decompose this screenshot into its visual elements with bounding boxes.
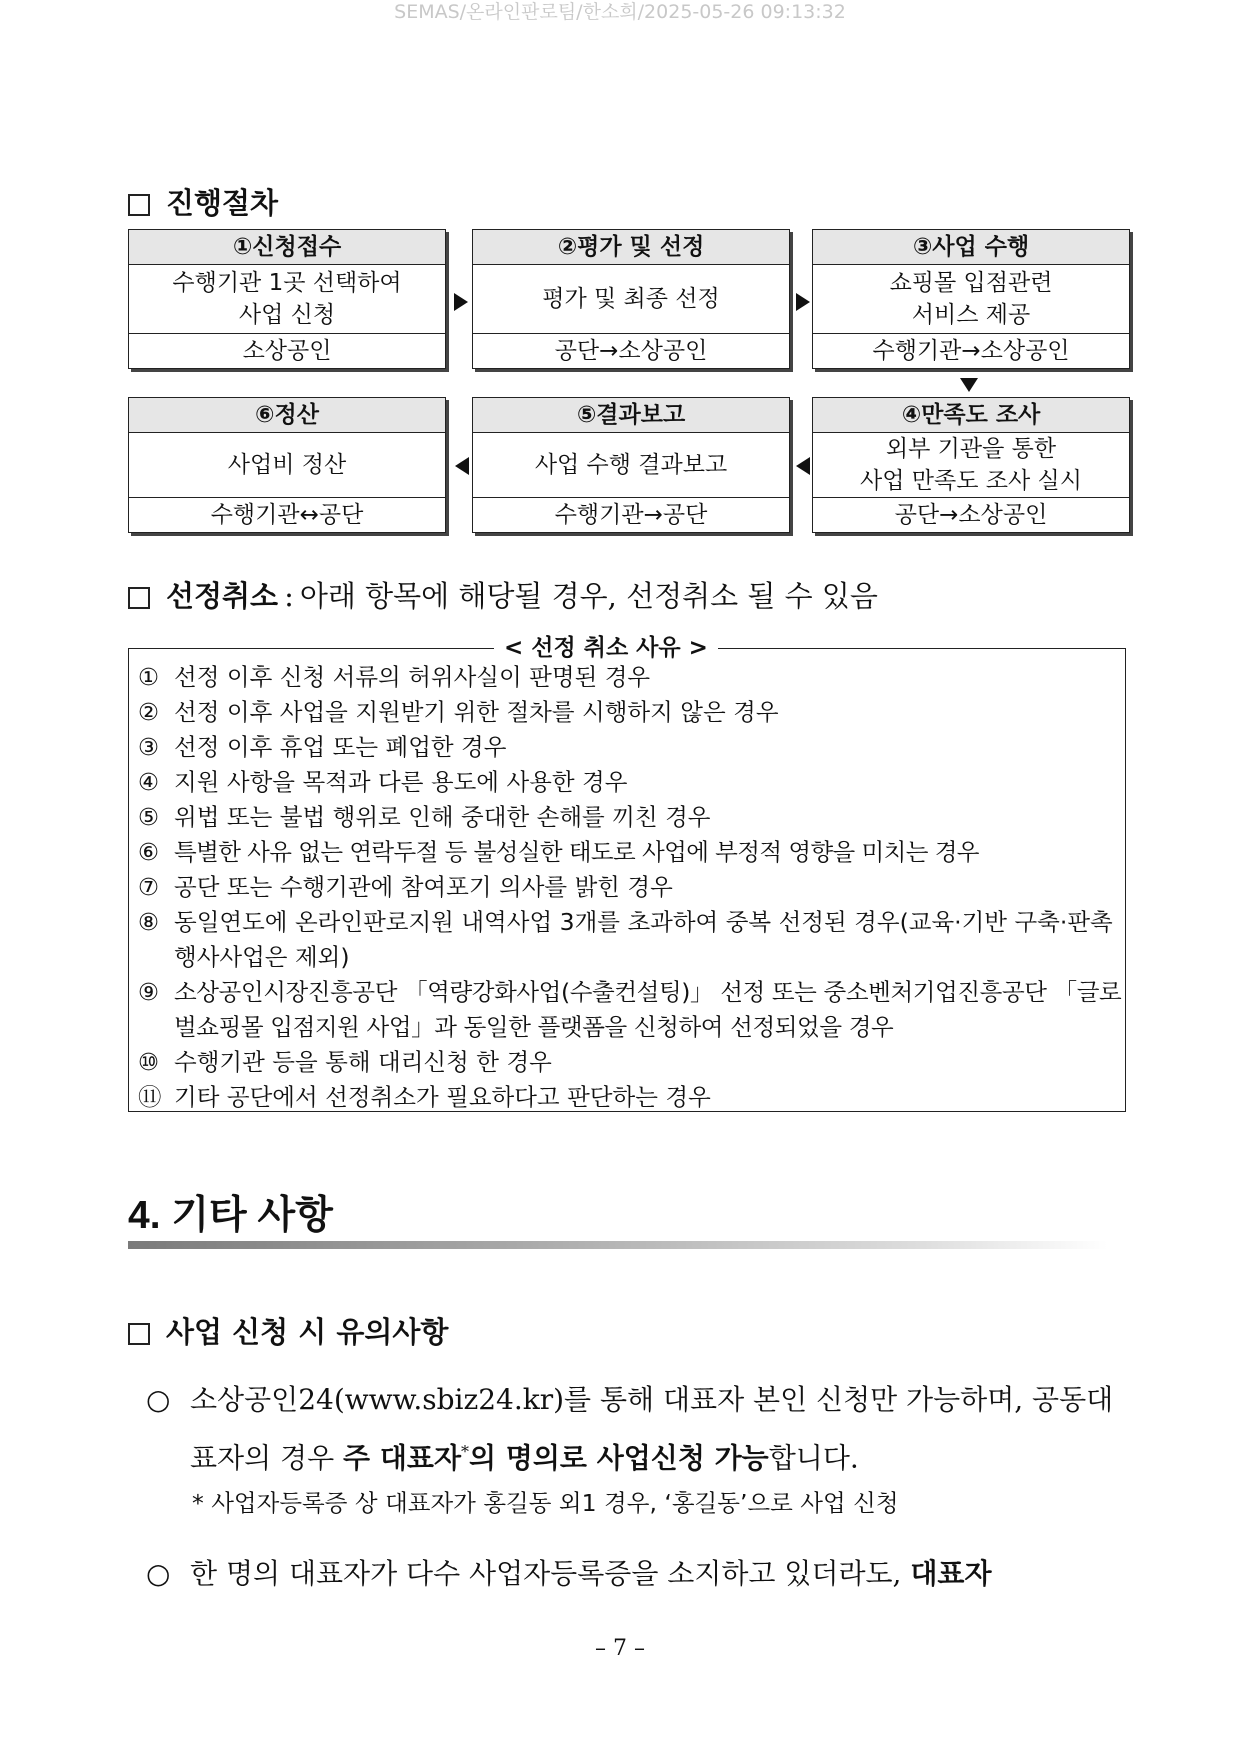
flow-step-body-line: 쇼핑몰 입점관련	[889, 270, 1053, 296]
notice-heading-text: 사업 신청 시 유의사항	[166, 1315, 449, 1349]
footnote: * 사업자등록증 상 대표자가 홍길동 외1 경우, ‘홍길동’으로 사업 신청	[192, 1489, 899, 1517]
notice-text: 소상공인24(www.sbiz24.kr)를 통해 대표자 본인 신청만 가능하며, 공동대표자의 경우	[190, 1383, 1114, 1475]
flow-step-title: ⑤결과보고	[473, 398, 789, 433]
cancel-reasons-title: < 선정 취소 사유 >	[494, 633, 718, 663]
flow-step-1	[128, 229, 446, 369]
list-item-text: 수행기관 등을 통해 대리신청 한 경우	[174, 1048, 552, 1076]
list-item-text: 선정 이후 사업을 지원받기 위한 절차를 시행하지 않은 경우	[174, 698, 779, 726]
cancel-heading-text: 선정취소	[166, 579, 279, 613]
list-item	[138, 1080, 1123, 1115]
list-item-text: 공단 또는 수행기관에 참여포기 의사를 밝힌 경우	[174, 873, 673, 901]
list-item-text: 위법 또는 불법 행위로 인해 중대한 손해를 끼친 경우	[174, 803, 711, 831]
notice-heading	[128, 1312, 448, 1352]
cancel-description-text: 아래 항목에 해당될 경우, 선정취소 될 수 있음	[299, 579, 878, 613]
flow-step-body-line: 평가 및 최종 선정	[542, 286, 720, 312]
flow-step-4	[812, 397, 1130, 533]
flow-step-2	[472, 229, 790, 369]
list-item-number: ⑦	[138, 873, 160, 901]
list-item-text: 선정 이후 휴업 또는 폐업한 경우	[174, 733, 507, 761]
bullet-circle-icon: ○	[146, 1383, 171, 1416]
notice-bullet-2	[146, 1548, 1136, 1600]
flow-step-actor: 수행기관→소상공인	[872, 338, 1070, 364]
flow-step-actor: 수행기관→공단	[554, 502, 708, 528]
list-item-number: ⑧	[138, 908, 160, 936]
flow-step-body-line: 수행기관 1곳 선택하여	[172, 270, 402, 296]
list-item	[138, 835, 1123, 870]
section-title-underline	[128, 1241, 1108, 1249]
flow-step-3	[812, 229, 1130, 369]
footnote-marker: *	[461, 1442, 469, 1461]
flow-step-body-line: 서비스 제공	[911, 302, 1031, 328]
checkbox-icon	[128, 1323, 150, 1345]
page-number: – 7 –	[595, 1636, 645, 1661]
procedure-heading	[128, 183, 278, 223]
flow-step-body-line: 사업비 정산	[227, 452, 347, 478]
flow-step-body-line: 외부 기관을 통한	[885, 436, 1057, 462]
list-item-number: ①	[138, 663, 160, 691]
arrow-right-icon	[796, 293, 810, 311]
flow-step-body	[473, 433, 789, 498]
list-item-text: 지원 사항을 목적과 다른 용도에 사용한 경우	[174, 768, 628, 796]
cancel-description	[278, 579, 878, 613]
list-item	[138, 905, 1123, 975]
list-item	[138, 695, 1123, 730]
list-item-number: ⑥	[138, 838, 160, 866]
list-item-number: ⑪	[138, 1083, 162, 1111]
section-title: 4. 기타 사항	[128, 1194, 333, 1237]
flow-step-body-line: 사업 수행 결과보고	[534, 452, 728, 478]
flow-step-body-line: 사업 신청	[238, 302, 336, 328]
cancel-heading	[128, 576, 878, 616]
notice-bullet-1	[146, 1374, 1136, 1484]
list-item	[138, 660, 1123, 695]
checkbox-icon	[128, 587, 150, 609]
arrow-down-icon	[960, 378, 978, 392]
document-header: SEMAS/온라인판로팀/한소희/2025-05-26 09:13:32	[394, 1, 846, 23]
flow-step-actor: 수행기관↔공단	[210, 502, 364, 528]
list-item-number: ④	[138, 768, 160, 796]
cancel-reasons-list	[138, 660, 1123, 1115]
notice-emphasis: 주 대표자	[343, 1441, 461, 1475]
flow-step-title: ②평가 및 선정	[473, 230, 789, 265]
notice-bullet-text	[190, 1548, 1136, 1600]
notice-emphasis: 의 명의로 사업신청 가능	[469, 1441, 769, 1475]
checkbox-icon	[128, 194, 150, 216]
flow-step-body	[129, 433, 445, 498]
list-item-number: ⑩	[138, 1048, 160, 1076]
list-item	[138, 975, 1123, 1045]
list-item-text: 특별한 사유 없는 연락두절 등 불성실한 태도로 사업에 부정적 영향을 미치는 경우	[174, 838, 979, 866]
flow-step-title: ③사업 수행	[813, 230, 1129, 265]
notice-bullet-text	[190, 1374, 1136, 1484]
flow-step-actor: 소상공인	[242, 338, 332, 364]
list-item	[138, 730, 1123, 765]
procedure-heading-text: 진행절차	[166, 186, 279, 220]
flow-step-body	[473, 265, 789, 334]
notice-text: 합니다.	[768, 1441, 859, 1475]
notice-text: 한 명의 대표자가 다수 사업자등록증을 소지하고 있더라도,	[190, 1557, 911, 1590]
flow-step-body	[813, 433, 1129, 498]
flow-step-actor: 공단→소상공인	[894, 502, 1048, 528]
flow-step-title: ①신청접수	[129, 230, 445, 265]
list-item-number: ③	[138, 733, 160, 761]
flow-step-title: ⑥정산	[129, 398, 445, 433]
list-item-text: 소상공인시장진흥공단 「역량강화사업(수출컨설팅)」 선정 또는 중소벤처기업진흥공단 「글로벌쇼핑몰 입점지원 사업」과 동일한 플랫폼을 신청하여 선정되었을 경우	[174, 978, 1122, 1041]
list-item-number: ②	[138, 698, 160, 726]
list-item-text: 동일연도에 온라인판로지원 내역사업 3개를 초과하여 중복 선정된 경우(교육·기반 구축·판촉행사사업은 제외)	[174, 908, 1113, 971]
list-item-number: ⑤	[138, 803, 160, 831]
list-item	[138, 1045, 1123, 1080]
list-item	[138, 800, 1123, 835]
flow-step-actor: 공단→소상공인	[554, 338, 708, 364]
list-item-number: ⑨	[138, 978, 160, 1006]
arrow-right-icon	[454, 293, 468, 311]
notice-emphasis: 대표자	[910, 1557, 992, 1590]
flow-step-title: ④만족도 조사	[813, 398, 1129, 433]
list-item	[138, 870, 1123, 905]
flow-step-5	[472, 397, 790, 533]
arrow-left-icon	[796, 457, 810, 475]
list-item-text: 선정 이후 신청 서류의 허위사실이 판명된 경우	[174, 663, 651, 691]
flow-step-body-line: 사업 만족도 조사 실시	[860, 468, 1082, 494]
list-item-text: 기타 공단에서 선정취소가 필요하다고 판단하는 경우	[174, 1083, 711, 1111]
arrow-left-icon	[455, 457, 469, 475]
list-item	[138, 765, 1123, 800]
bullet-circle-icon: ○	[146, 1557, 171, 1590]
flow-step-body	[813, 265, 1129, 334]
flow-step-body	[129, 265, 445, 334]
flow-step-6	[128, 397, 446, 533]
cancel-separator: :	[284, 579, 294, 613]
